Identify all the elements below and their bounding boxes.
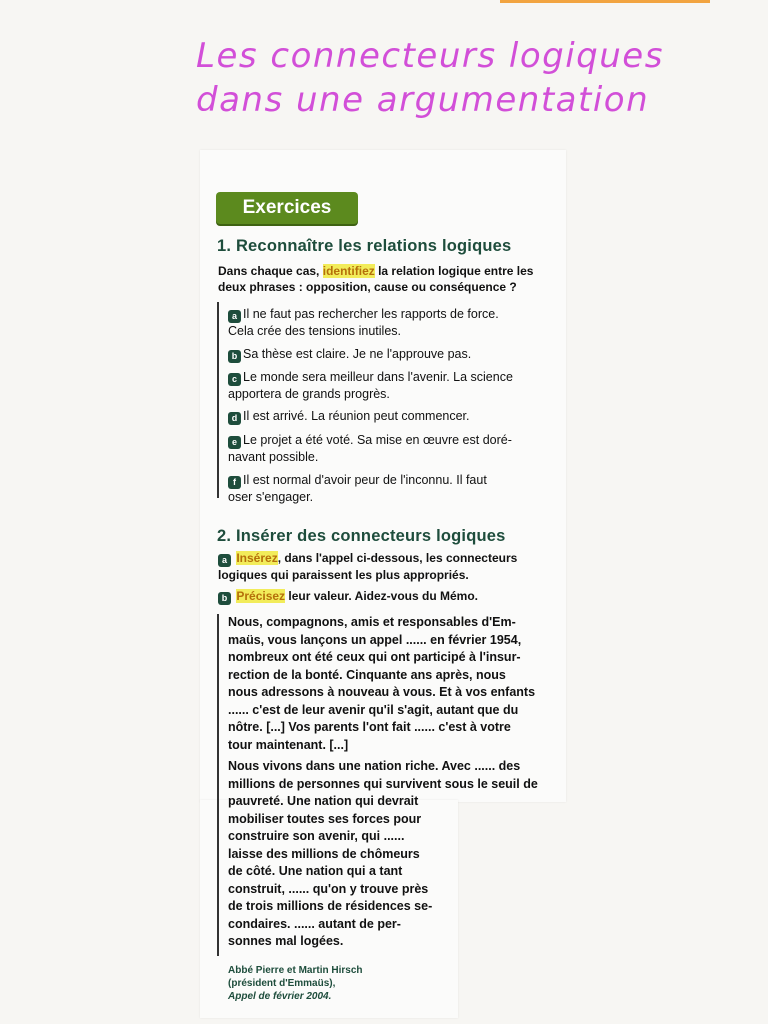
p2-line: de trois millions de résidences se- bbox=[228, 899, 433, 913]
handwritten-title-line2: dans une argumentation bbox=[196, 80, 650, 120]
item-f-line2: oser s'engager. bbox=[228, 490, 314, 504]
p2-line: Nous vivons dans une nation riche. Avec ...... des bbox=[228, 759, 521, 773]
instr-a-keyword: Insérez bbox=[236, 551, 278, 565]
handwritten-title-line1: Les connecteurs logiques bbox=[196, 36, 664, 76]
item-marker-e: e bbox=[228, 436, 241, 449]
item-c-line2: apportera de grands progrès. bbox=[228, 387, 390, 401]
item-marker-b: b bbox=[228, 350, 241, 363]
exercise1-item-a bbox=[228, 306, 550, 339]
p1-line: ...... c'est de leur avenir qu'il s'agit, autant que du bbox=[228, 702, 519, 717]
item-marker-c: c bbox=[228, 373, 241, 386]
instr-a-line1: , dans l'appel ci-dessous, les connecteurs bbox=[277, 551, 518, 565]
exercise2-instruction-a bbox=[218, 550, 517, 583]
p2-line: sonnes mal logées. bbox=[228, 934, 344, 948]
p2-line: construit, ...... qu'on y trouve près bbox=[228, 881, 429, 896]
item-marker-d: d bbox=[228, 412, 241, 425]
exercices-badge: Exercices bbox=[216, 192, 358, 224]
item-b-line1: Sa thèse est claire. Je ne l'approuve pas. bbox=[243, 347, 472, 361]
p2-line: laisse des millions de chômeurs bbox=[228, 846, 420, 861]
exercise2-instruction-b bbox=[218, 588, 478, 605]
exercise1-margin-bar bbox=[217, 302, 219, 498]
instr-marker-b: b bbox=[218, 592, 231, 605]
instr-a-line2: logiques qui paraissent les plus appropriés. bbox=[218, 568, 469, 582]
item-marker-a: a bbox=[228, 310, 241, 323]
p2-line: condaires. ...... autant de per- bbox=[228, 916, 401, 931]
instr-b-text: leur valeur. Aidez-vous du Mémo. bbox=[288, 589, 478, 603]
letter-paragraph1 bbox=[228, 614, 548, 754]
p1-line: maüs, vous lançons un appel ...... en février 1954, bbox=[228, 632, 522, 647]
item-e-line2: navant possible. bbox=[228, 450, 319, 464]
exercise1-item-f bbox=[228, 472, 550, 505]
exercise2-heading: 2. Insérer des connecteurs logiques bbox=[217, 527, 506, 545]
p2-line: de côté. Une nation qui a tant bbox=[228, 864, 403, 878]
item-a-line2: Cela crée des tensions inutiles. bbox=[228, 324, 402, 338]
p2-line: construire son avenir, qui ...... bbox=[228, 829, 405, 843]
orange-page-edge bbox=[500, 0, 710, 3]
exercise1-item-c bbox=[228, 369, 550, 402]
instruction-post: la relation logique entre les bbox=[378, 264, 534, 278]
p2-line: pauvreté. Une nation qui devrait bbox=[228, 794, 419, 808]
item-c-line1: Le monde sera meilleur dans l'avenir. La science bbox=[243, 370, 513, 384]
p1-line: tour maintenant. [...] bbox=[228, 737, 349, 752]
p1-line: nombreux ont été ceux qui ont participé à l'insur- bbox=[228, 650, 521, 664]
p1-line: Nous, compagnons, amis et responsables d'Em- bbox=[228, 615, 516, 629]
instr-marker-a: a bbox=[218, 554, 231, 567]
credit-authors: Abbé Pierre et Martin Hirsch bbox=[228, 965, 363, 976]
instr-b-keyword: Précisez bbox=[236, 589, 286, 603]
p1-line: nôtre. [...] Vos parents l'ont fait ...... c'est à votre bbox=[228, 720, 511, 734]
exercise1-instruction bbox=[218, 263, 533, 295]
p2-line: millions de personnes qui survivent sous le seuil de bbox=[228, 776, 538, 791]
letter-paragraph2-wide bbox=[228, 758, 548, 793]
p1-line: nous adressons à nouveau à vous. Et à vos enfants bbox=[228, 685, 536, 699]
exercise1-heading: 1. Reconnaître les relations logiques bbox=[217, 237, 512, 255]
letter-paragraph2-narrow bbox=[228, 793, 450, 951]
item-a-line1: Il ne faut pas rechercher les rapports de force. bbox=[243, 307, 499, 321]
p1-line: rection de la bonté. Cinquante ans après, nous bbox=[228, 667, 506, 682]
p2-line: mobiliser toutes ses forces pour bbox=[228, 811, 422, 826]
exercise1-instruction-line1 bbox=[218, 263, 533, 279]
exercise2-margin-bar bbox=[217, 614, 219, 956]
exercise1-item-b bbox=[228, 346, 550, 363]
exercise1-item-e bbox=[228, 432, 550, 465]
letter-credit bbox=[228, 964, 362, 1003]
credit-source: Appel de février 2004. bbox=[228, 991, 332, 1002]
item-f-line1: Il est normal d'avoir peur de l'inconnu. Il faut bbox=[243, 473, 487, 487]
credit-role: (président d'Emmaüs), bbox=[228, 978, 336, 989]
item-marker-f: f bbox=[228, 476, 241, 489]
item-e-line1: Le projet a été voté. Sa mise en œuvre est doré- bbox=[243, 433, 512, 447]
exercise1-item-d bbox=[228, 408, 550, 425]
exercise1-instruction-line2: deux phrases : opposition, cause ou conséquence ? bbox=[218, 280, 517, 294]
item-d-line1: Il est arrivé. La réunion peut commencer. bbox=[243, 409, 470, 423]
instruction-pre: Dans chaque cas, bbox=[218, 264, 320, 278]
instruction-keyword: identifiez bbox=[322, 264, 375, 278]
